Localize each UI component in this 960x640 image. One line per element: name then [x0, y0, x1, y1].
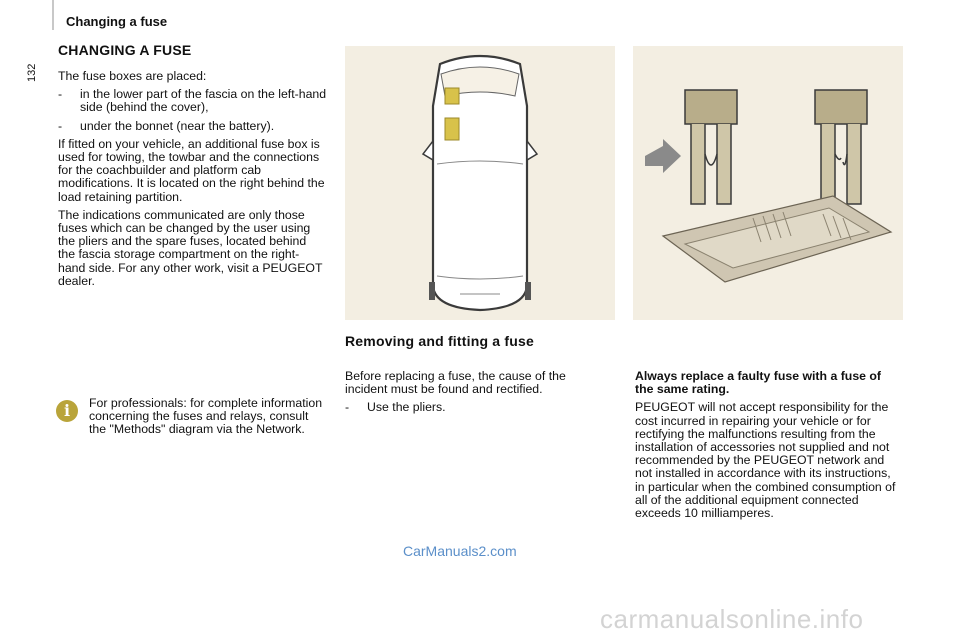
vehicle-fusebox-illustration: [345, 46, 615, 320]
carmanuals-watermark: CarManuals2.com: [403, 543, 517, 559]
removing-paragraph: Before replacing a fuse, the cause of the incident must be found and rectified.: [345, 369, 566, 397]
arrow-right-icon: [645, 139, 681, 173]
warning-bold: Always replace a faulty fuse with a fuse of the same rating.: [635, 369, 882, 397]
bullet-dash: -: [58, 118, 63, 133]
bullet-item: [58, 120, 330, 133]
fusebox-fascia-marker: [445, 118, 459, 140]
bullet-text: in the lower part of the fascia on the left-hand side (behind the cover),: [80, 87, 327, 115]
indications-paragraph: The indications communicated are only those fuses which can be changed by the user using the pliers and the spare fuses, located behind the fascia storage compartment on the right-hand side. For any other work, visit a PEUGEOT dealer.: [58, 207, 323, 288]
header-rule: [52, 0, 54, 30]
bullet-text: Use the pliers.: [367, 400, 446, 415]
section-title: Changing a fuse: [66, 14, 168, 29]
bullet-item: [58, 88, 330, 114]
warning-text-block: [635, 370, 905, 520]
fuse-pliers-illustration: [633, 46, 903, 320]
carmanualsonline-watermark: carmanualsonline.info: [600, 604, 864, 634]
info-icon: i: [56, 400, 78, 422]
fuse-and-pliers-icon: [633, 46, 903, 320]
removing-text-block: [345, 370, 595, 415]
warning-paragraph: PEUGEOT will not accept responsibility for the cost incurred in repairing your vehicle or for rectifying the malfunctions resulting from the installation of accessories not supplied and not recommended by the PEUGEOT network and not installed in accordance with its instructions, in particular when the combined consumption of all of the additional equipment connected exceeds 10 milliamperes.: [635, 400, 896, 521]
info-note: For professionals: for complete information concerning the fuses and relays, consult the "Methods" diagram via the Network.: [89, 396, 323, 437]
bullet-item: [345, 401, 595, 414]
intro-paragraph: The fuse boxes are placed:: [58, 69, 207, 83]
vehicle-top-view-icon: [345, 46, 615, 320]
bullet-dash: -: [345, 400, 350, 415]
optional-fusebox-paragraph: If fitted on your vehicle, an additional fuse box is used for towing, the towbar and the connections for the coachbuilder and platform cab modifications. It is located on the right behind the load retaining partition.: [58, 136, 325, 204]
intro-text-block: [58, 70, 330, 288]
bullet-text: under the bonnet (near the battery).: [80, 118, 275, 133]
fusebox-bonnet-marker: [445, 88, 459, 104]
page-title: CHANGING A FUSE: [58, 42, 192, 58]
bullet-dash: -: [58, 87, 63, 102]
removing-fuse-heading: Removing and fitting a fuse: [345, 333, 534, 349]
page-number: 132: [26, 63, 38, 82]
